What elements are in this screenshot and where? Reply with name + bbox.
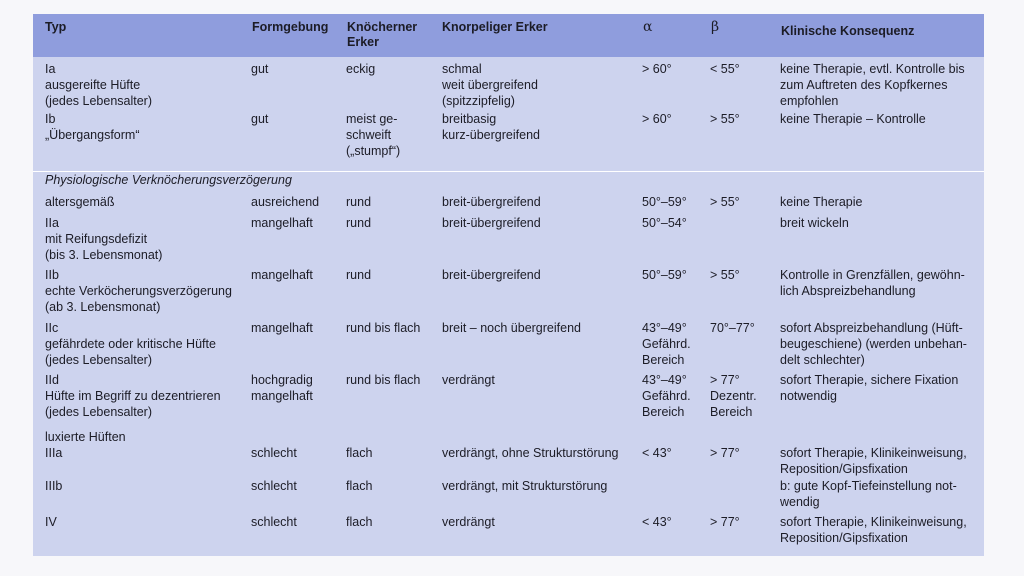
cell-beta: > 55° xyxy=(710,268,740,282)
cell-typ: ausgereifte Hüfte xyxy=(45,78,141,92)
header-knoecherner-erker-1: Knöcherner xyxy=(347,20,418,34)
cell-klin: keine Therapie, evtl. Kontrolle bis xyxy=(780,62,965,76)
section-label: Physiologische Verknöcherungsverzögerung xyxy=(45,173,292,187)
cell-form: mangelhaft xyxy=(251,268,313,282)
cell-typ: IIIb xyxy=(45,479,63,493)
cell-form: schlecht xyxy=(251,446,297,460)
cell-klin: Reposition/Gipsfixation xyxy=(780,531,908,545)
cell-typ: „Übergangsform“ xyxy=(45,128,140,142)
cell-typ: (ab 3. Lebensmonat) xyxy=(45,300,161,314)
cell-klin: breit wickeln xyxy=(780,216,849,230)
cell-typ: IId xyxy=(45,373,59,387)
cell-knoch: rund xyxy=(346,195,372,209)
cell-alpha: Gefährd. xyxy=(642,337,691,351)
cell-typ: (jedes Lebensalter) xyxy=(45,405,153,419)
cell-form: hochgradig xyxy=(251,373,313,387)
cell-alpha: > 60° xyxy=(642,112,672,126)
cell-typ: Ia xyxy=(45,62,56,76)
cell-form: ausreichend xyxy=(251,195,320,209)
section-divider xyxy=(33,171,984,172)
cell-knorp: weit übergreifend xyxy=(442,78,538,92)
cell-klin: delt schlechter) xyxy=(780,353,865,367)
cell-beta: 70°–77° xyxy=(710,321,755,335)
cell-klin: keine Therapie xyxy=(780,195,863,209)
cell-form: gut xyxy=(251,112,269,126)
cell-alpha: < 43° xyxy=(642,446,672,460)
cell-klin: lich Abspreizbehandlung xyxy=(780,284,916,298)
header-beta: β xyxy=(711,19,720,35)
cell-knoch: flach xyxy=(346,479,373,493)
cell-form: mangelhaft xyxy=(251,389,313,403)
table-header xyxy=(33,14,984,57)
cell-beta: Dezentr. xyxy=(710,389,757,403)
header-knoecherner-erker-2: Erker xyxy=(347,35,379,49)
cell-alpha: Bereich xyxy=(642,405,685,419)
cell-klin: Reposition/Gipsfixation xyxy=(780,462,908,476)
cell-typ: (jedes Lebensalter) xyxy=(45,353,153,367)
cell-typ: IIb xyxy=(45,268,59,282)
cell-alpha: 43°–49° xyxy=(642,321,687,335)
cell-beta: Bereich xyxy=(710,405,753,419)
cell-typ: IIc xyxy=(45,321,59,335)
cell-knoch: meist ge- xyxy=(346,112,398,126)
cell-knoch: rund bis flach xyxy=(346,321,421,335)
cell-klin: beugeschiene) (werden unbehan- xyxy=(780,337,967,351)
cell-klin: keine Therapie – Kontrolle xyxy=(780,112,926,126)
header-alpha: α xyxy=(643,19,653,35)
cell-knoch: rund xyxy=(346,216,372,230)
cell-knoch: schweift xyxy=(346,128,392,142)
cell-typ: Hüfte im Begriff zu dezentrieren xyxy=(45,389,221,403)
cell-typ: (jedes Lebensalter) xyxy=(45,94,153,108)
cell-alpha: 50°–59° xyxy=(642,195,687,209)
header-formgebung: Formgebung xyxy=(252,20,329,34)
cell-alpha: < 43° xyxy=(642,515,672,529)
cell-klin: sofort Therapie, Klinikeinweisung, xyxy=(780,446,967,460)
cell-typ: IIIa xyxy=(45,446,63,460)
cell-knorp: breit-übergreifend xyxy=(442,195,541,209)
cell-typ: (bis 3. Lebensmonat) xyxy=(45,248,163,262)
cell-knorp: verdrängt xyxy=(442,515,495,529)
cell-beta: < 55° xyxy=(710,62,740,76)
cell-typ: Ib xyxy=(45,112,56,126)
cell-typ: IIa xyxy=(45,216,59,230)
cell-knorp: (spitzzipfelig) xyxy=(442,94,515,108)
cell-knorp: breit-übergreifend xyxy=(442,268,541,282)
cell-knoch: rund xyxy=(346,268,372,282)
cell-form: schlecht xyxy=(251,479,297,493)
cell-alpha: Gefährd. xyxy=(642,389,691,403)
cell-knoch: („stumpf“) xyxy=(346,144,401,158)
cell-knorp: verdrängt, mit Strukturstörung xyxy=(442,479,608,493)
cell-form: schlecht xyxy=(251,515,297,529)
cell-klin: empfohlen xyxy=(780,94,839,108)
cell-alpha: 50°–59° xyxy=(642,268,687,282)
cell-beta: > 55° xyxy=(710,195,740,209)
header-typ: Typ xyxy=(45,20,67,34)
cell-typ: gefährdete oder kritische Hüfte xyxy=(45,337,216,351)
cell-form: mangelhaft xyxy=(251,321,313,335)
cell-alpha: > 60° xyxy=(642,62,672,76)
cell-form: gut xyxy=(251,62,269,76)
cell-beta: > 77° xyxy=(710,515,740,529)
cell-knorp: schmal xyxy=(442,62,482,76)
cell-klin: sofort Therapie, sichere Fixation xyxy=(780,373,959,387)
cell-alpha: Bereich xyxy=(642,353,685,367)
cell-alpha: 43°–49° xyxy=(642,373,687,387)
cell-typ: altersgemäß xyxy=(45,195,115,209)
cell-beta: > 55° xyxy=(710,112,740,126)
cell-beta: > 77° xyxy=(710,373,740,387)
cell-klin: Kontrolle in Grenzfällen, gewöhn- xyxy=(780,268,965,282)
cell-beta: > 77° xyxy=(710,446,740,460)
hip-classification-table xyxy=(33,14,984,556)
cell-knorp: breitbasig xyxy=(442,112,497,126)
cell-knorp: verdrängt, ohne Strukturstörung xyxy=(442,446,619,460)
cell-knoch: eckig xyxy=(346,62,376,76)
cell-form: mangelhaft xyxy=(251,216,313,230)
cell-knoch: flach xyxy=(346,515,373,529)
cell-typ: mit Reifungsdefizit xyxy=(45,232,148,246)
cell-klin: notwendig xyxy=(780,389,837,403)
cell-klin: wendig xyxy=(780,495,820,509)
cell-klin: b: gute Kopf-Tiefeinstellung not- xyxy=(780,479,957,493)
header-knorpeliger-erker: Knorpeliger Erker xyxy=(442,20,548,34)
cell-typ: IV xyxy=(45,515,57,529)
cell-knorp: verdrängt xyxy=(442,373,495,387)
cell-alpha: 50°–54° xyxy=(642,216,687,230)
cell-typ: echte Verköcherungsverzögerung xyxy=(45,284,232,298)
cell-klin: sofort Therapie, Klinikeinweisung, xyxy=(780,515,967,529)
cell-knorp: kurz-übergreifend xyxy=(442,128,540,142)
cell-klin: zum Auftreten des Kopfkernes xyxy=(780,78,948,92)
header-klinische-konsequenz: Klinische Konsequenz xyxy=(781,24,915,38)
cell-knoch: rund bis flach xyxy=(346,373,421,387)
cell-knoch: flach xyxy=(346,446,373,460)
cell-knorp: breit – noch übergreifend xyxy=(442,321,581,335)
cell-typ: luxierte Hüften xyxy=(45,430,126,444)
cell-knorp: breit-übergreifend xyxy=(442,216,541,230)
cell-klin: sofort Abspreizbehandlung (Hüft- xyxy=(780,321,963,335)
